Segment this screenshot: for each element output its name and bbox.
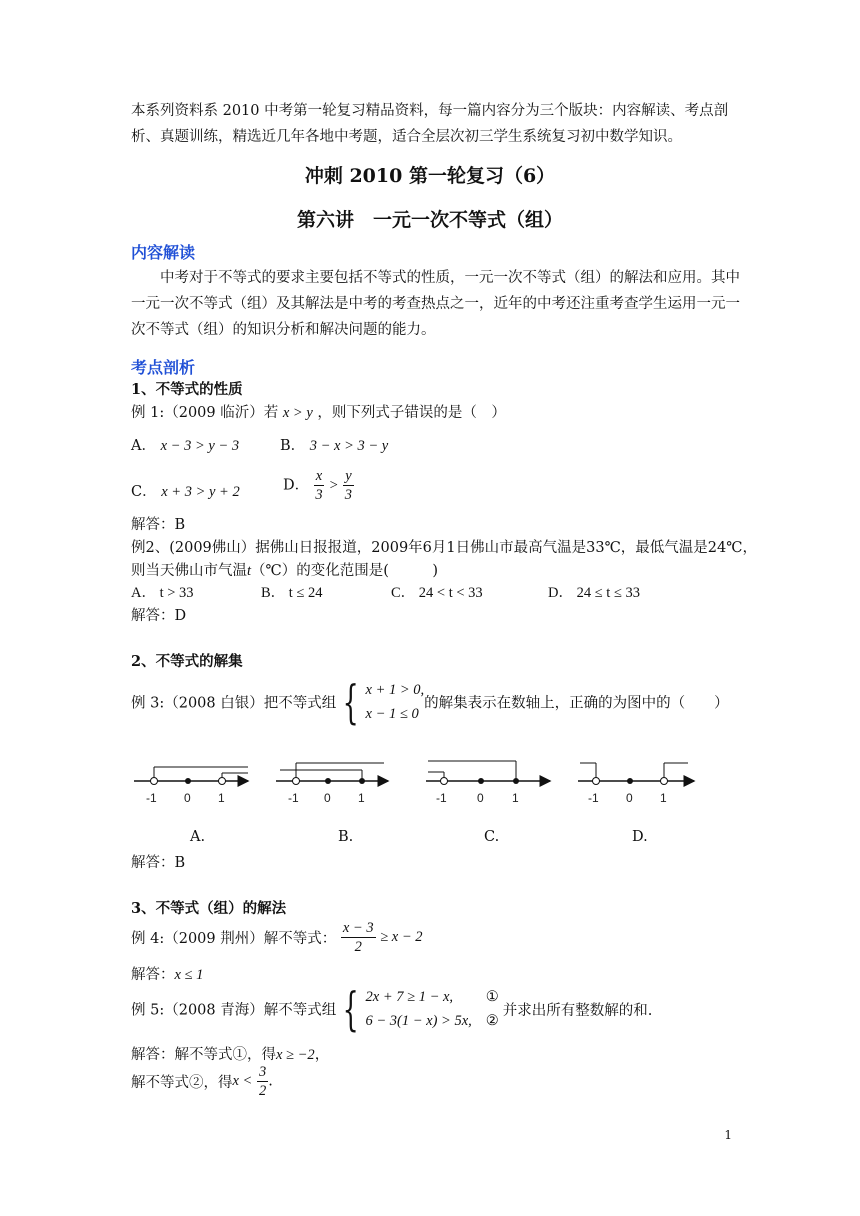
example-2-option-a: A． t > 33 (131, 585, 194, 601)
figure-label-b: B. (338, 829, 354, 845)
example-1-option-d: D． $\frac{x}{3}$ > $\frac{y}{3}$ (283, 468, 353, 503)
tick-label-d-0: 0 (626, 791, 633, 805)
example-3-stem: 例 3:（2008 白银）把不等式组 { x + 1 > 0, x − 1 ≤ 0 的解集表示在数轴上，正确的为图中的（ ） (131, 675, 729, 729)
example-2-option-b: B． t ≤ 24 (261, 585, 323, 601)
example-2-option-d: D． 24 ≤ t ≤ 33 (548, 585, 641, 601)
tick-label-c-1: 1 (512, 791, 519, 805)
tick-label-a-0: 0 (184, 791, 191, 805)
system-brace-icon: { (342, 675, 359, 729)
number-line-a (134, 767, 248, 785)
example-2-line-1: 例2、(2009佛山）据佛山日报报道，2009年6月1日佛山市最高气温是33℃，最低气温是24℃， (131, 540, 757, 556)
section-heading-content: 内容解读 (131, 243, 196, 262)
tick-label-a-neg1: -1 (146, 791, 157, 805)
number-line-d (578, 763, 694, 785)
tick-label-a-1: 1 (218, 791, 225, 805)
intro-paragraph: 本系列资料系 2010 中考第一轮复习精品资料，每一篇内容分为三个版块：内容解读、考点剖析、真题训练，精选近几年各地中考题，适合全层次初三学生系统复习初中数学知识。 (131, 103, 729, 145)
example-2-option-c: C． 24 < t < 33 (391, 585, 483, 601)
tick-label-b-neg1: -1 (288, 791, 299, 805)
example-5-stem: 例 5:（2008 青海）解不等式组 { 2x + 7 ≥ 1 − x, 6 − 3(1 − x) > 5x, ① ② 并求出所有整数解的和. (131, 982, 653, 1036)
content-paragraph: 中考对于不等式的要求主要包括不等式的性质，一元一次不等式（组）的解法和应用。其中一元一次不等式（组）及其解法是中考的考查热点之一，近年的中考还注重考查学生运用一元一次不等式（组）的知识分析和解决问题的能力。 (131, 270, 740, 338)
number-line-b (276, 763, 388, 785)
example-1-answer: 解答：B (131, 517, 186, 533)
tick-label-b-1: 1 (358, 791, 365, 805)
tick-label-c-neg1: -1 (436, 791, 447, 805)
figure-label-a: A. (190, 829, 206, 845)
section-heading-analysis: 考点剖析 (131, 358, 196, 377)
lesson-subtitle: 第六讲 一元一次不等式（组） (296, 209, 563, 231)
example-2-answer: 解答：D (131, 608, 187, 624)
example-3-answer: 解答：B (131, 855, 186, 871)
figure-label-c: C. (484, 829, 500, 845)
example-5-answer-line-1: 解答：解不等式①，得x ≥ −2， (131, 1047, 330, 1063)
tick-label-d-neg1: -1 (588, 791, 599, 805)
example-4-stem: 例 4:（2009 荆州）解不等式： $\frac{x - 3}{2}$ ≥ x − 2 (131, 920, 423, 955)
topic-heading-2: 2、不等式的解集 (131, 653, 243, 670)
page-number: 1 (724, 1128, 732, 1142)
system-brace-icon: { (342, 982, 359, 1036)
number-line-options (130, 755, 700, 810)
figure-label-d: D. (632, 829, 648, 845)
example-5-answer-line-2: 解不等式②，得x < $\frac{3}{2}$ . (131, 1064, 273, 1099)
tick-label-b-0: 0 (324, 791, 331, 805)
example-1-option-a: A． x − 3 > y − 3 (131, 438, 240, 454)
tick-label-c-0: 0 (477, 791, 484, 805)
example-1-option-c: C． x + 3 > y + 2 (131, 484, 240, 500)
document-title: 冲刺 2010 第一轮复习（6） (304, 165, 556, 187)
number-line-c (426, 761, 550, 785)
tick-label-d-1: 1 (660, 791, 667, 805)
topic-heading-3: 3、不等式（组）的解法 (131, 900, 287, 917)
example-4-answer: 解答：x ≤ 1 (131, 967, 204, 983)
example-2-line-2: 则当天佛山市气温t（℃）的变化范围是( ) (131, 563, 439, 579)
topic-heading-1: 1、不等式的性质 (131, 381, 243, 398)
example-1-stem: 例 1:（2009 临沂）若 x > y ，则下列式子错误的是（ ） (131, 405, 506, 421)
example-1-option-b: B． 3 − x > 3 − y (280, 438, 389, 454)
